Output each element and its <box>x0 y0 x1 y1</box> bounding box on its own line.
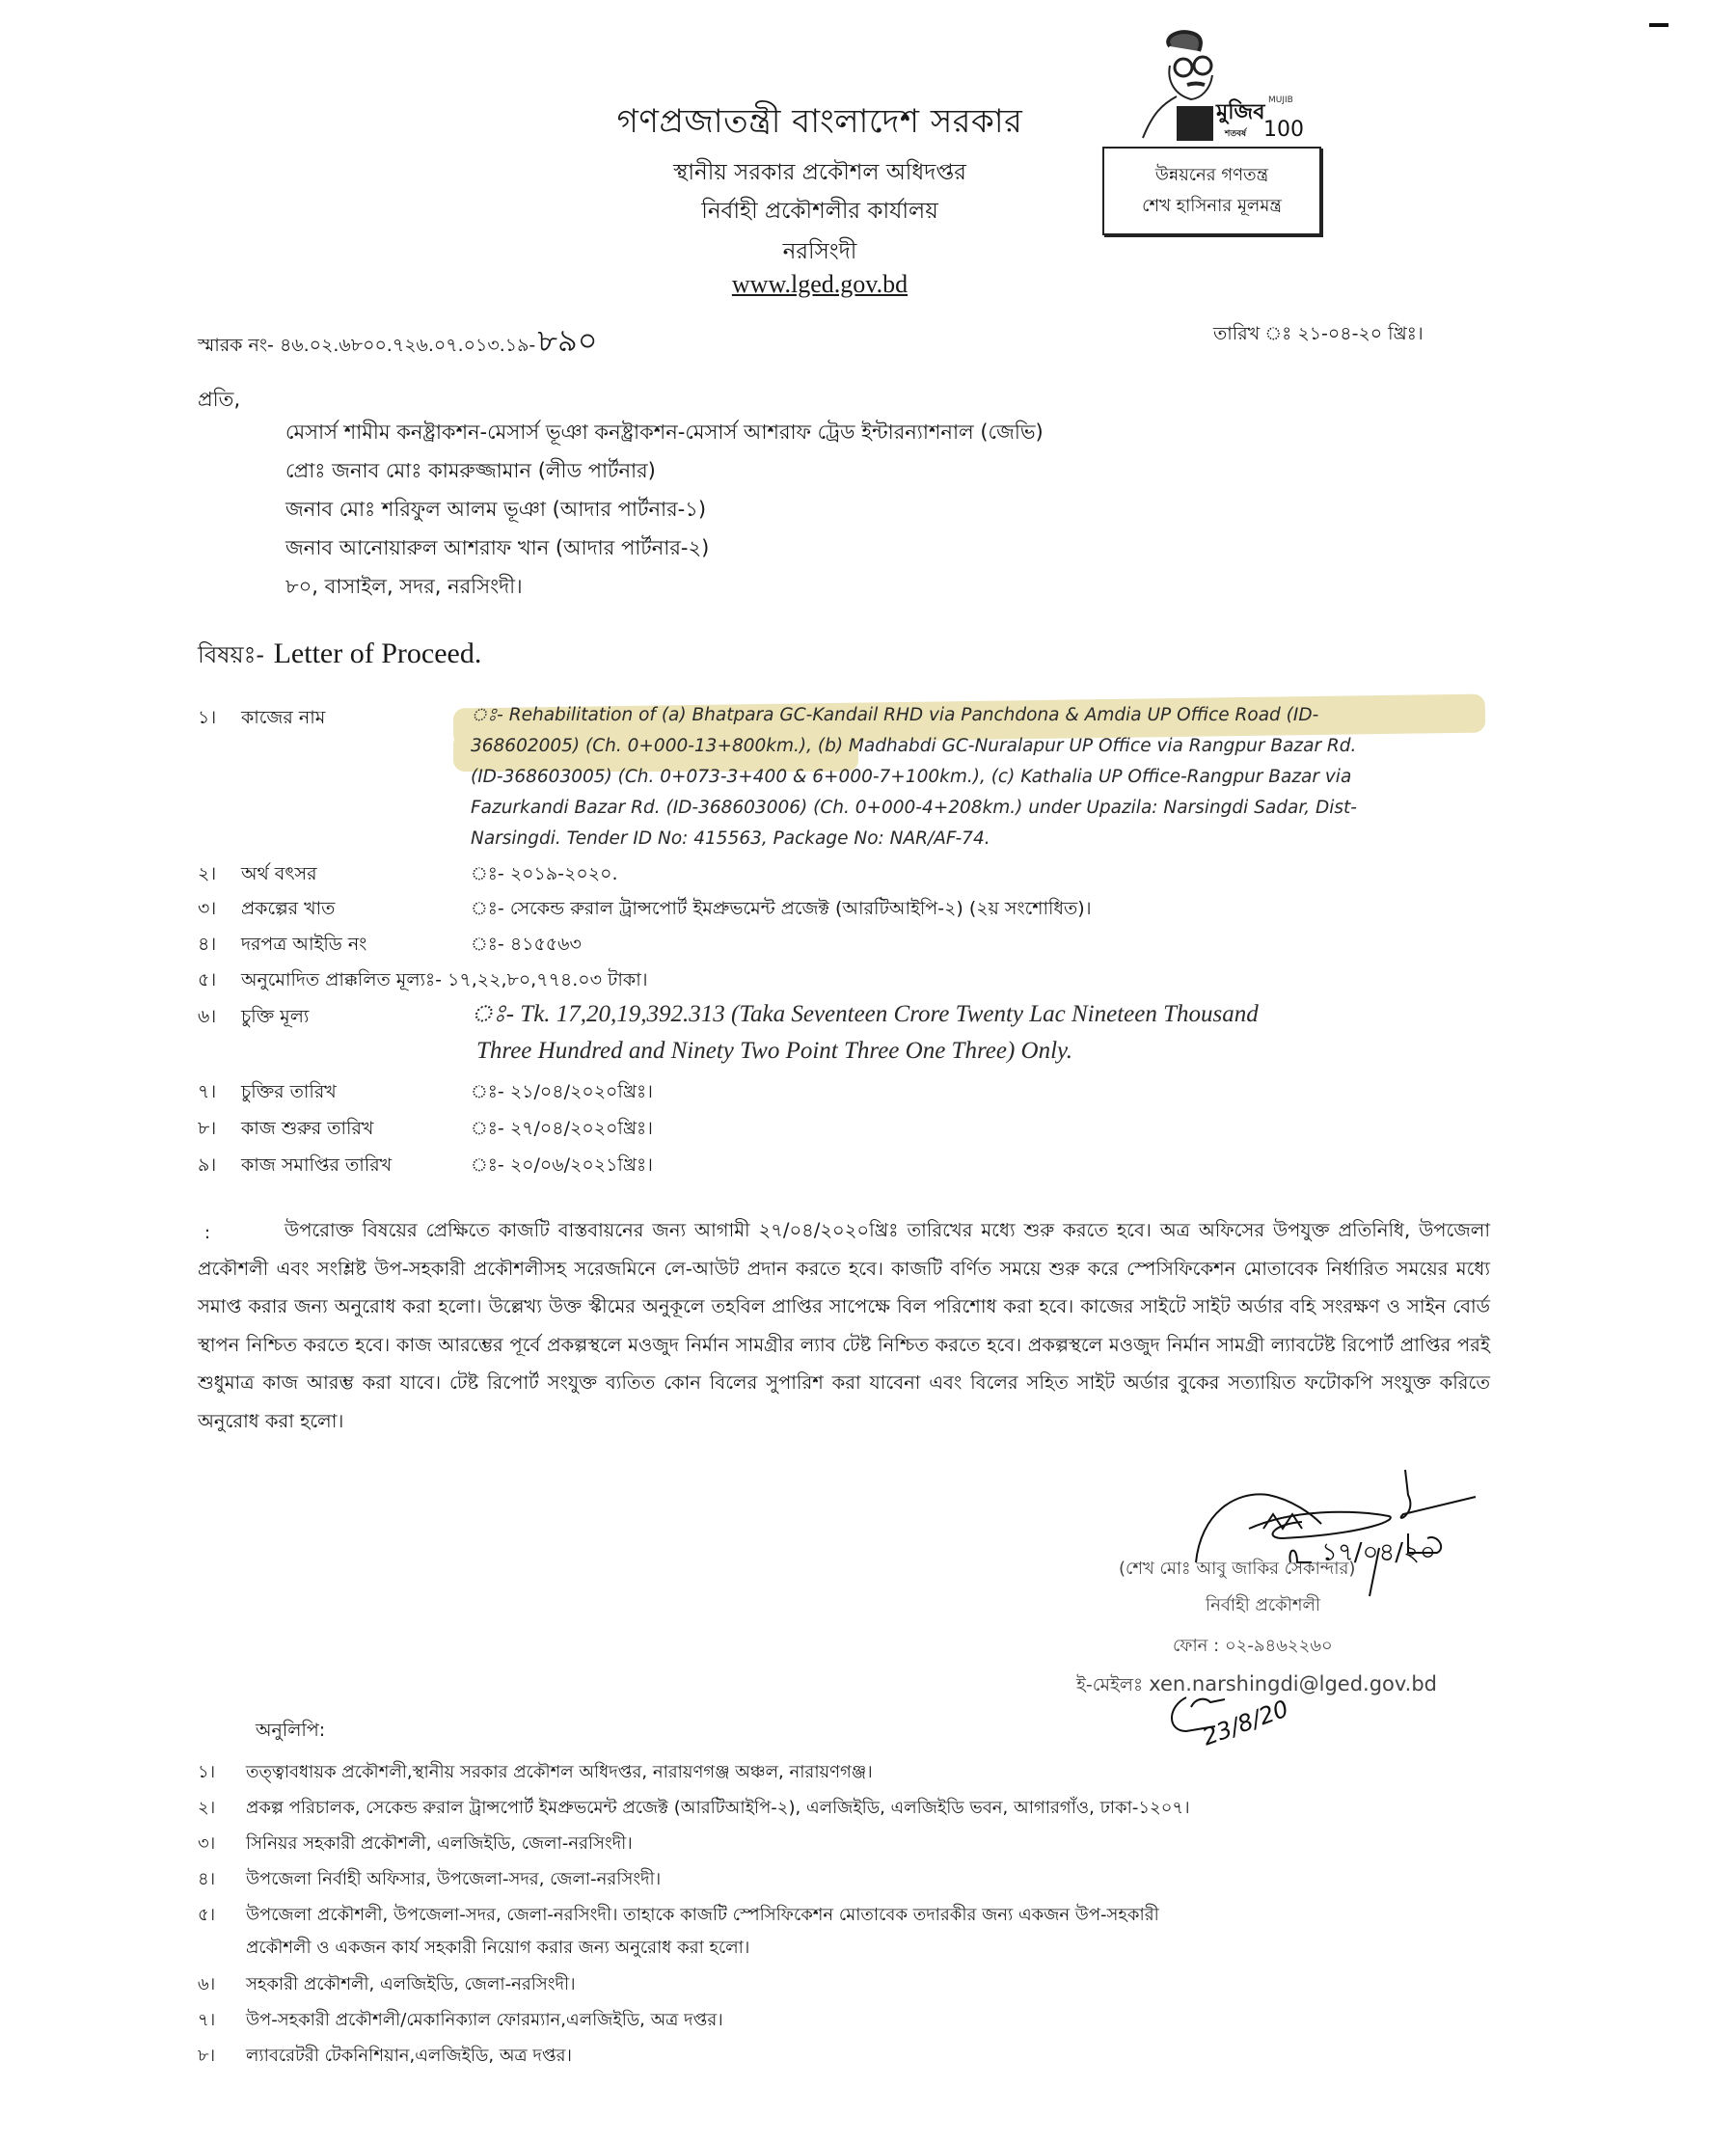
letterhead-office: নির্বাহী প্রকৌশলীর কার্যালয় <box>701 199 938 224</box>
item-label: কাজ সমাপ্তির তারিখ <box>241 1154 393 1176</box>
copy-item: উপ-সহকারী প্রকৌশলী/মেকানিক্যাল ফোরম্যান,এলজিইডি, অত্র দপ্তর। <box>246 2010 723 2030</box>
copy-number: ৬। <box>198 1974 216 1994</box>
addressee-line: ৮০, বাসাইল, সদর, নরসিংদী। <box>285 575 523 598</box>
date-label: তারিখ ঃ <box>1213 323 1292 344</box>
copy-item: প্রকল্প পরিচালক, সেকেন্ড রুরাল ট্রান্সপোর্ট ইমপ্রুভমেন্ট প্রজেক্ট (আরটিআইপি-২), এলজিইডি, এলজিইডি ভবন, আগারগাঁও, ঢাকা-১২০৭। <box>246 1798 1190 1818</box>
logo-number: 100 <box>1263 118 1304 142</box>
item-value-contract-date: ঃ- ২১/০৪/২০২০খ্রিঃ। <box>471 1081 653 1102</box>
addressee-line: জনাব মোঃ শরিফুল আলম ভূঞা (আদার পার্টনার-১) <box>285 498 707 521</box>
copy-item-continuation: প্রকৌশলী ও একজন কার্য সহকারী নিয়োগ করার জন্য অনুরোধ করা হলো। <box>246 1938 750 1958</box>
item-value-estimated-cost: - ১৭,২২,৮০,৭৭৪.০৩ টাকা। <box>435 969 648 990</box>
copy-item: সিনিয়র সহকারী প্রকৌশলী, এলজিইডি, জেলা-নরসিংদী। <box>246 1833 633 1854</box>
item-label: চুক্তি মূল্য <box>241 1006 310 1027</box>
item-number: ৩। <box>198 898 217 919</box>
signatory-phone <box>1173 1632 1333 1662</box>
initials-icon <box>1157 1678 1302 1746</box>
letter-date <box>1213 320 1424 351</box>
memo-handwritten-suffix: ৮৯০ <box>537 322 598 359</box>
letterhead-government: গণপ্রজাতন্ত্রী বাংলাদেশ সরকার <box>616 102 1023 141</box>
item-label: চুক্তির তারিখ <box>241 1081 337 1102</box>
item-label: কাজের নাম <box>241 707 326 728</box>
slogan-box <box>1102 147 1321 235</box>
item-number: ৫। <box>198 969 217 990</box>
contract-price-line: Three Hundred and Ninety Two Point Three One Three) Only. <box>476 1038 1072 1064</box>
signatory-title: নির্বাহী প্রকৌশলী <box>1206 1595 1321 1615</box>
item-label <box>241 966 648 997</box>
copy-number: ৭। <box>198 2010 216 2030</box>
work-name-line: Narsingdi. Tender ID No: 415563, Package No: NAR/AF-74. <box>471 828 990 849</box>
copy-item: ল্যাবরেটরী টেকনিশিয়ান,এলজিইডি, অত্র দপ্তর। <box>246 2046 572 2066</box>
body-paragraph: উপরোক্ত বিষয়ের প্রেক্ষিতে কাজটি বাস্তবায়নের জন্য আগামী ২৭/০৪/২০২০খ্রিঃ তারিখের মধ্যে শুরু করতে হবে। অত্র অফিসের উপযুক্ত প্রতিনিধি, উপজেলা প্রকৌশলী এবং সংশ্লিষ্ট উপ-সহকারী প্রকৌশলীসহ সরেজমিনে লে-আউট প্রদান করতে হবে। কাজটি বর্ণিত সময়ে শুরু করে স্পেসিফিকেশন মোতাবেক নির্ধারিত সময়ের মধ্যে সমাপ্ত করার জন্য অনুরোধ করা হলো। উল্লেখ্য উক্ত স্কীমের অনুকূলে তহবিল প্রাপ্তির সাপেক্ষে বিল পরিশোধ করা হবে। কাজের সাইটে সাইট অর্ডার বহি সংরক্ষণ ও সাইন বোর্ড স্থাপন নিশ্চিত করতে হবে। কাজ আরম্ভের পূর্বে প্রকল্পস্থলে মওজুদ নির্মান সামগ্রীর ল্যাব টেষ্ট নিশ্চিত করতে হবে। প্রকল্পস্থলে মওজুদ নির্মান সামগ্রী ল্যাবটেষ্ট রিপোর্ট প্রাপ্তির পরই শুধুমাত্র কাজ আরম্ভ করা যাবে। টেষ্ট রিপোর্ট সংযুক্ত ব্যতিত কোন বিলের সুপারিশ করা যাবেনা এবং বিলের সহিত সাইট অর্ডার বুকের সত্যায়িত ফটোকপি সংযুক্ত করিতে অনুরোধ করা হলো। <box>198 1219 1490 1432</box>
logo-brand-text: মুজিব <box>1216 100 1265 124</box>
item-value-fiscal-year: ঃ- ২০১৯-২০২০. <box>471 863 618 884</box>
contract-price-line: ঃ- Tk. 17,20,19,392.313 (Taka Seventeen Crore Twenty Lac Nineteen Thousand <box>471 1001 1259 1027</box>
addressee-line: প্রোঃ জনাব মোঃ কামরুজ্জামান (লীড পার্টনার) <box>285 459 656 482</box>
copy-item: সহকারী প্রকৌশলী, এলজিইডি, জেলা-নরসিংদী। <box>246 1974 576 1994</box>
copy-number: ৫। <box>198 1905 216 1925</box>
item-label: কাজ শুরুর তারিখ <box>241 1118 374 1139</box>
email-link[interactable]: xen.narshingdi@lged.gov.bd <box>1149 1672 1438 1695</box>
date-value: ২১-০৪-২০ খ্রিঃ। <box>1297 323 1424 344</box>
item-label: দরপত্র আইডি নং <box>241 934 367 955</box>
item-label-text: অনুমোদিত প্রাক্কলিত মূল্যঃ <box>241 969 436 990</box>
item-number: ৭। <box>198 1081 217 1102</box>
item-value-completion-date: ঃ- ২০/০৬/২০২১খ্রিঃ। <box>471 1154 653 1176</box>
item-label: প্রকল্পের খাত <box>241 898 336 919</box>
phone-value: ০২-৯৪৬২২৬০ <box>1224 1636 1333 1656</box>
item-number: ৮। <box>198 1118 217 1139</box>
copy-item: উপজেলা নির্বাহী অফিসার, উপজেলা-সদর, জেলা-নরসিংদী। <box>246 1869 662 1889</box>
subject-line <box>198 637 481 676</box>
copy-number: ৪। <box>198 1869 216 1889</box>
portrait-icon <box>1124 27 1307 143</box>
copy-number: ৮। <box>198 2046 216 2066</box>
letterhead-location: নরসিংদী <box>782 239 857 264</box>
item-value-contract-price <box>471 996 1512 1070</box>
item-value-project-head: ঃ- সেকেন্ড রুরাল ট্রান্সপোর্ট ইমপ্রুভমেন্ট প্রজেক্ট (আরটিআইপি-২) (২য় সংশোধিত)। <box>471 898 1092 919</box>
item-number: ৬। <box>198 1006 217 1027</box>
margin-mark: : <box>204 1223 211 1243</box>
work-name-line: ঃ- Rehabilitation of (a) Bhatpara GC-Kandail RHD via Panchdona & Amdia UP Office Road (ID- <box>471 705 1319 725</box>
letterhead-department: স্থানীয় সরকার প্রকৌশল অধিদপ্তর <box>673 160 966 185</box>
slogan-line-1: উন্নয়নের গণতন্ত্র <box>1154 165 1269 185</box>
email-label: ই-মেইলঃ <box>1076 1674 1144 1695</box>
subject-label: বিষয়ঃ- <box>198 641 265 668</box>
memo-label: স্মারক নং- <box>198 335 274 356</box>
phone-label: ফোন : <box>1173 1636 1220 1656</box>
item-number: ১। <box>198 707 217 728</box>
letterhead-website-link[interactable]: www.lged.gov.bd <box>731 270 909 298</box>
work-name-line: Fazurkandi Bazar Rd. (ID-368603006) (Ch. 0+000-4+208km.) under Upazila: Narsingdi Sadar, Dist- <box>471 798 1357 818</box>
to-label: প্রতি, <box>198 388 241 411</box>
copies-heading: অনুলিপি: <box>256 1720 326 1741</box>
item-number: ৪। <box>198 934 217 955</box>
addressee-line: জনাব আনোয়ারুল আশরাফ খান (আদার পার্টনার-২) <box>285 536 710 559</box>
item-value-start-date: ঃ- ২৭/০৪/২০২০খ্রিঃ। <box>471 1118 653 1139</box>
memo-value: ৪৬.০২.৬৮০০.৭২৬.০৭.০১৩.১৯- <box>279 335 536 356</box>
svg-text:MUJIB: MUJIB <box>1268 95 1293 105</box>
copy-number: ১। <box>198 1762 216 1782</box>
item-value-tender-id: ঃ- ৪১৫৫৬৩ <box>471 934 582 955</box>
subject-value: Letter of Proceed. <box>273 637 482 669</box>
logo-sub-text: শতবর্ষ <box>1225 129 1247 139</box>
signature-date: ১৭/০৪/২০ <box>1321 1538 1436 1567</box>
initials-date: 23/8/20 <box>1199 1695 1292 1746</box>
copy-item: উপজেলা প্রকৌশলী, উপজেলা-সদর, জেলা-নরসিংদী। তাহাকে কাজটি স্পেসিফিকেশন মোতাবেক তদারকীর জন্য একজন উপ-সহকারী <box>246 1905 1159 1925</box>
item-value-work-name <box>471 700 1483 854</box>
slogan-line-2: শেখ হাসিনার মূলমন্ত্র <box>1142 196 1282 216</box>
corner-mark <box>1649 23 1668 27</box>
copy-item: তত্ত্বাবধায়ক প্রকৌশলী,স্থানীয় সরকার প্রকৌশল অধিদপ্তর, নারায়ণগঞ্জ অঞ্চল, নারায়ণগঞ্জ। <box>246 1762 873 1782</box>
copy-number: ২। <box>198 1798 216 1818</box>
mujib-100-logo <box>1124 27 1307 143</box>
copy-number: ৩। <box>198 1833 216 1854</box>
signatory-name: (শেখ মোঃ আবু জাকির সেকান্দার) <box>1119 1559 1356 1579</box>
work-name-line: 368602005) (Ch. 0+000-13+800km.), (b) Madhabdi GC-Nuralapur UP Office via Rangpur Bazar Rd. <box>471 736 1357 756</box>
memo-number <box>198 316 598 368</box>
work-name-line: (ID-368603005) (Ch. 0+073-3+400 & 6+000-7+100km.), (c) Kathalia UP Office-Rangpur Bazar via <box>471 767 1352 787</box>
item-number: ২। <box>198 863 217 884</box>
addressee-line: মেসার্স শামীম কনষ্ট্রাকশন-মেসার্স ভূঞা কনষ্ট্রাকশন-মেসার্স আশরাফ ট্রেড ইন্টারন্যাশনাল (জেভি) <box>285 420 1044 444</box>
item-number: ৯। <box>198 1154 217 1176</box>
item-label: অর্থ বৎসর <box>241 863 317 884</box>
